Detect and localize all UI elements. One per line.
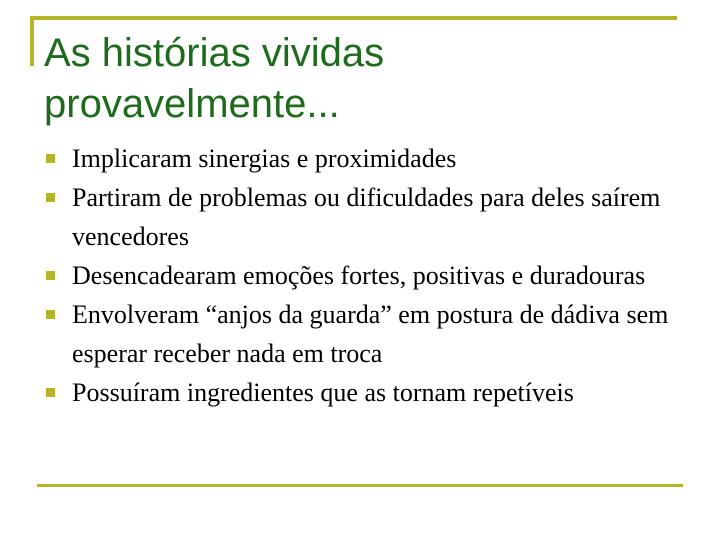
- square-bullet-icon: [46, 388, 55, 397]
- bullet-text: Partiram de problemas ou dificuldades para deles saírem vencedores: [72, 183, 661, 251]
- bullet-item: [46, 178, 686, 256]
- frame-left-line: [30, 16, 34, 66]
- bullet-item: [46, 373, 686, 412]
- square-bullet-icon: [46, 310, 55, 319]
- square-bullet-icon: [46, 193, 55, 202]
- title-line-1: As histórias vividas: [44, 31, 385, 75]
- bullet-item: [46, 139, 686, 178]
- bullet-text: Envolveram “anjos da guarda” em postura de dádiva sem esperar receber nada em troca: [72, 300, 669, 368]
- bullet-text: Implicaram sinergias e proximidades: [72, 144, 457, 173]
- square-bullet-icon: [46, 271, 55, 280]
- bullet-item: [46, 256, 686, 295]
- frame-bottom-line: [37, 484, 683, 487]
- square-bullet-icon: [46, 154, 55, 163]
- slide-title: [44, 28, 664, 130]
- bullet-item: [46, 295, 686, 373]
- bullet-list: [46, 139, 686, 412]
- bullet-text: Possuíram ingredientes que as tornam repetíveis: [72, 378, 574, 407]
- title-line-2: provavelmente...: [44, 82, 340, 126]
- frame-top-line: [30, 16, 677, 20]
- bullet-text: Desencadearam emoções fortes, positivas e duradouras: [72, 261, 646, 290]
